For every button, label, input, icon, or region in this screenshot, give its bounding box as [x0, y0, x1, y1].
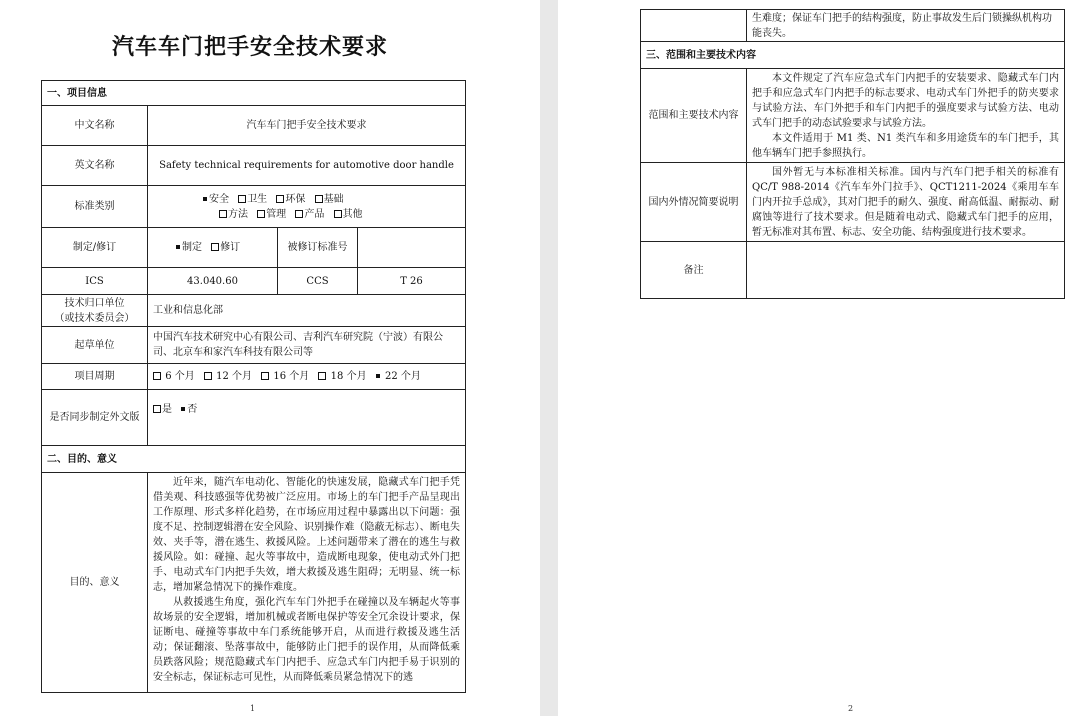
- make-option-new[interactable]: 制定: [176, 242, 202, 253]
- scope-table: [640, 9, 1065, 299]
- drafter-value: 中国汽车技术研究中心有限公司、吉利汽车研究院（宁波）有限公司、北京车和家汽车科技有限公司等: [148, 327, 466, 364]
- ccs-value: T 26: [358, 268, 466, 295]
- checkbox-icon: [219, 210, 227, 218]
- foreign-option-no[interactable]: 否: [181, 404, 197, 415]
- cn-name-value: 汽车车门把手安全技术要求: [148, 106, 466, 146]
- revised-std-value[interactable]: [358, 228, 466, 268]
- checkbox-icon: [153, 405, 161, 413]
- section-purpose: 二、目的、意义: [42, 446, 466, 473]
- purpose-paragraph-2: 从救援逃生角度，强化汽车车门外把手在碰撞以及车辆起火等事故场景的安全逻辑，增加机械或者断电保护等安全冗余设计要求，保证断电、碰撞等事故中车门系统能够开启，从而进行救援及逃生活动；保证翻滚、坠落事故中，能够防止门把手的误作用，从而降低乘员跌落风险；规范隐藏式车门内把手、应急式车门内把手易于识别的安全标志，保证标志可见性，从而降低乘员紧急情况下的逃: [153, 597, 460, 683]
- std-type-option[interactable]: 基础: [315, 194, 344, 205]
- checked-dot-icon: [181, 407, 185, 411]
- checkbox-icon: [204, 372, 212, 380]
- unit-value: 工业和信息化部: [148, 295, 466, 327]
- page-number: 2: [848, 704, 854, 713]
- scope-label: 范围和主要技术内容: [641, 69, 747, 163]
- period-option[interactable]: 12 个月: [204, 371, 252, 382]
- std-type-option[interactable]: 卫生: [238, 194, 267, 205]
- period-label: 项目周期: [42, 364, 148, 390]
- checked-dot-icon: [203, 197, 207, 201]
- purpose-label: 目的、意义: [42, 473, 148, 693]
- period-options: [148, 364, 466, 390]
- checkbox-icon: [334, 210, 342, 218]
- section-project-info: 一、项目信息: [42, 81, 466, 106]
- foreign-label: 是否同步制定外文版: [42, 390, 148, 446]
- std-type-option[interactable]: 安全: [203, 194, 229, 205]
- document-title: 汽车车门把手安全技术要求: [111, 34, 388, 60]
- continuation-text: 生难度；保证车门把手的结构强度，防止事故发生后门锁操纵机构功能丧失。: [747, 10, 1065, 42]
- en-name-value: Safety technical requirements for automotive door handle: [148, 146, 466, 186]
- checked-dot-icon: [176, 245, 180, 249]
- document-page-2: [558, 0, 1080, 716]
- purpose-paragraph-1: 近年来，随汽车电动化、智能化的快速发展，隐藏式车门把手凭借美观、科技感强等优势被广泛应用。市场上的车门把手产品呈现出工作原理、形式多样化趋势，在市场应用过程中暴露出以下问题：强度不足、控制逻辑潜在安全风险、识别操作难（隐蔽无标志）、断电失效、夹手等，潜在逃生、救援风险。上述问题带来了潜在的逃生与救援风险。如：碰撞、起火等事故中，造成断电现象，使电动式外门把手、电动式车门内把手失效，增大救援及逃生阻碍；无明显、统一标志，增加紧急情况下的操作难度。: [153, 477, 460, 593]
- remark-label: 备注: [641, 242, 747, 299]
- period-option[interactable]: 18 个月: [318, 371, 366, 382]
- ics-value: 43.040.60: [148, 268, 278, 295]
- intl-content: [747, 163, 1065, 242]
- intl-label: 国内外情况简要说明: [641, 163, 747, 242]
- std-type-option[interactable]: 环保: [276, 194, 305, 205]
- project-info-table: [41, 80, 466, 693]
- checkbox-icon: [257, 210, 265, 218]
- checkbox-icon: [295, 210, 303, 218]
- continuation-blank: [641, 10, 747, 42]
- make-options: [148, 228, 278, 268]
- make-label: 制定/修订: [42, 228, 148, 268]
- unit-label: 技术归口单位 （或技术委员会）: [42, 295, 148, 327]
- remark-value[interactable]: [747, 242, 1065, 299]
- foreign-options: [148, 390, 466, 446]
- en-name-label: 英文名称: [42, 146, 148, 186]
- page-number: 1: [250, 704, 256, 713]
- purpose-content: [148, 473, 466, 693]
- std-type-options: [148, 186, 466, 228]
- checked-dot-icon: [376, 374, 380, 378]
- period-option[interactable]: 6 个月: [153, 371, 195, 382]
- ics-label: ICS: [42, 268, 148, 295]
- std-type-option[interactable]: 方法: [219, 209, 248, 220]
- intl-paragraph: 国外暂无与本标准相关标准。国内与汽车门把手相关的标准有QC/T 988-2014《汽车车外门拉手》、QCT1211-2024《乘用车车门内开拉手总成》，其对门把手的耐久、强度、耐高低温、耐振动、耐腐蚀等进行了技术要求。但是随着电动式、隐藏式车门把手的应用，暂无标准对其布置、标志、安全功能、结构强度进行技术要求。: [752, 166, 1059, 238]
- section-scope: 三、范围和主要技术内容: [641, 42, 1065, 69]
- checkbox-icon: [261, 372, 269, 380]
- drafter-label: 起草单位: [42, 327, 148, 364]
- period-option[interactable]: 22 个月: [376, 371, 421, 382]
- checkbox-icon: [315, 195, 323, 203]
- std-type-option[interactable]: 其他: [334, 209, 363, 220]
- cn-name-label: 中文名称: [42, 106, 148, 146]
- std-type-option[interactable]: 产品: [295, 209, 324, 220]
- checkbox-icon: [238, 195, 246, 203]
- scope-content: [747, 69, 1065, 163]
- ccs-label: CCS: [278, 268, 358, 295]
- revised-std-label: 被修订标准号: [278, 228, 358, 268]
- period-option[interactable]: 16 个月: [261, 371, 309, 382]
- make-option-revise[interactable]: 修订: [211, 242, 240, 253]
- checkbox-icon: [153, 372, 161, 380]
- scope-paragraph-1: 本文件规定了汽车应急式车门内把手的安装要求、隐藏式车门内把手和应急式车门内把手的标志要求、电动式车门外把手的防夹要求与试验方法、车门外把手和车门内把手的强度要求与试验方法、电动式车门把手的动态试验要求与试验方法。: [752, 72, 1059, 129]
- checkbox-icon: [211, 243, 219, 251]
- std-type-label: 标准类别: [42, 186, 148, 228]
- checkbox-icon: [276, 195, 284, 203]
- checkbox-icon: [318, 372, 326, 380]
- foreign-option-yes[interactable]: 是: [153, 404, 172, 415]
- scope-paragraph-2: 本文件适用于 M1 类、N1 类汽车和多用途货车的车门把手，其他车辆车门把手参照执行。: [752, 132, 1059, 159]
- std-type-option[interactable]: 管理: [257, 209, 286, 220]
